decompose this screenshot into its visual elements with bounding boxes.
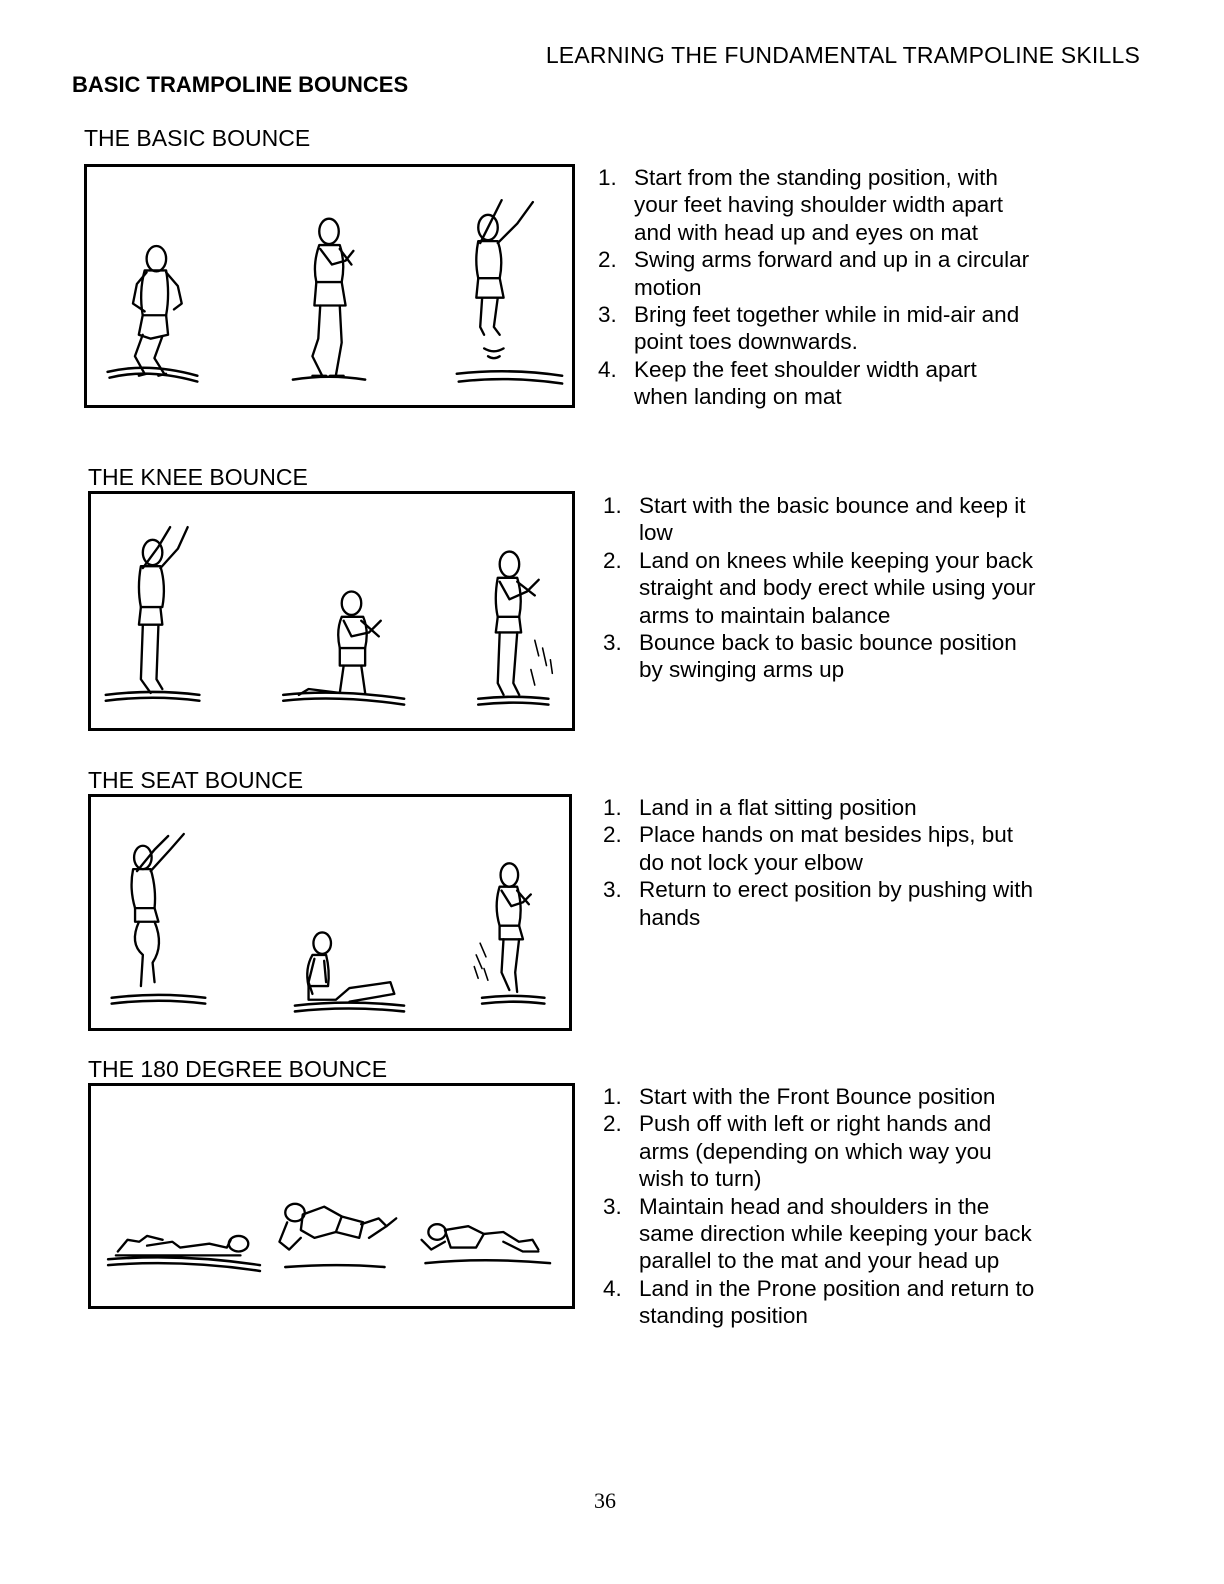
bouncer-kneeling-figure [299, 592, 381, 695]
section-title-seat-bounce: THE SEAT BOUNCE [88, 767, 304, 793]
step-number: 2. [603, 822, 622, 848]
step-line: point toes downwards. [634, 329, 858, 355]
180-degree-bounce-illustration [88, 1083, 575, 1309]
knee-bounce-illustration [88, 491, 575, 731]
step-line: standing position [639, 1303, 808, 1329]
section-title-knee-bounce: THE KNEE BOUNCE [88, 464, 308, 490]
basic-bounce-illustration [84, 164, 575, 408]
step-number: 1. [603, 795, 622, 820]
step-line: Swing arms forward and up in a circular [634, 247, 1030, 273]
step-line: Push off with left or right hands and [639, 1111, 992, 1137]
step-line: Return to erect position by pushing with [639, 877, 1033, 903]
seat-bounce-steps [603, 794, 1033, 931]
bouncer-standing-figure [133, 246, 182, 376]
step-item [603, 547, 1035, 629]
step-line: by swinging arms up [639, 657, 845, 683]
step-line: Land in the Prone position and return to [639, 1275, 1035, 1301]
bouncer-landing-prone-figure [422, 1224, 539, 1251]
basic-bounce-steps [598, 164, 1029, 411]
step-item [598, 246, 1029, 301]
step-item [603, 1193, 1034, 1275]
step-item [598, 164, 1029, 246]
step-item [603, 794, 1033, 821]
step-line: and with head up and eyes on mat [634, 219, 978, 245]
section-title-180-degree-bounce: THE 180 DEGREE BOUNCE [88, 1056, 388, 1082]
step-item [598, 301, 1029, 356]
step-line: straight and body erect while using your [639, 575, 1036, 601]
step-number: 3. [603, 630, 622, 656]
step-item [603, 876, 1033, 931]
bouncer-landing-figure [496, 552, 553, 695]
step-item [603, 629, 1035, 684]
page-number: 36 [594, 1488, 616, 1513]
180-degree-bounce-steps [603, 1083, 1034, 1330]
step-line: arms (depending on which way you [639, 1138, 992, 1164]
step-line: same direction while keeping your back [639, 1221, 1032, 1247]
step-line: Maintain head and shoulders in the [639, 1193, 990, 1219]
step-line: Place hands on mat besides hips, but [639, 822, 1013, 848]
bouncer-prone-figure [116, 1236, 248, 1255]
step-number: 4. [603, 1275, 622, 1301]
bouncer-rising-figure [474, 863, 531, 992]
step-item [603, 821, 1033, 876]
step-number: 1. [603, 1084, 622, 1109]
step-line: Bounce back to basic bounce position [639, 630, 1017, 656]
step-line: Start with the basic bounce and keep it [639, 493, 1026, 518]
step-item [603, 1110, 1034, 1192]
bouncer-sitting-figure [307, 932, 394, 1001]
step-line: arms to maintain balance [639, 602, 891, 628]
step-line: Start from the standing position, with [634, 165, 998, 190]
step-line: Land in a flat sitting position [639, 795, 917, 820]
step-line: Keep the feet shoulder width apart [634, 356, 977, 382]
step-line: wish to turn) [639, 1166, 762, 1192]
step-number: 2. [603, 547, 622, 573]
step-number: 2. [598, 247, 617, 273]
step-item [603, 492, 1035, 547]
step-line: when landing on mat [634, 384, 842, 410]
knee-bounce-steps [603, 492, 1035, 684]
step-number: 3. [603, 1193, 622, 1219]
step-line: Bring feet together while in mid-air and [634, 302, 1020, 328]
step-line: Start with the Front Bounce position [639, 1084, 996, 1109]
running-header: LEARNING THE FUNDAMENTAL TRAMPOLINE SKILLS [545, 42, 1140, 68]
page-title: BASIC TRAMPOLINE BOUNCES [72, 72, 409, 97]
bouncer-arms-forward-figure [312, 219, 353, 376]
step-line: Land on knees while keeping your back [639, 547, 1034, 573]
step-line: your feet having shoulder width apart [634, 192, 1003, 218]
step-number: 3. [598, 302, 617, 328]
section-title-basic-bounce: THE BASIC BOUNCE [84, 125, 311, 151]
step-line: do not lock your elbow [639, 849, 863, 875]
bouncer-turning-figure [279, 1204, 396, 1250]
step-item [598, 356, 1029, 411]
step-line: parallel to the mat and your head up [639, 1248, 1000, 1274]
step-number: 1. [598, 165, 617, 190]
bouncer-arms-up-figure [132, 834, 184, 986]
step-item [603, 1083, 1034, 1110]
step-number: 4. [598, 356, 617, 382]
bouncer-arms-up-figure [476, 200, 533, 358]
step-line: motion [634, 274, 702, 300]
step-item [603, 1275, 1034, 1330]
step-number: 1. [603, 493, 622, 518]
step-number: 2. [603, 1111, 622, 1137]
step-line: hands [639, 904, 701, 930]
bouncer-arms-up-figure [139, 527, 188, 693]
step-number: 3. [603, 877, 622, 903]
step-line: low [639, 520, 673, 546]
seat-bounce-illustration [88, 794, 572, 1031]
